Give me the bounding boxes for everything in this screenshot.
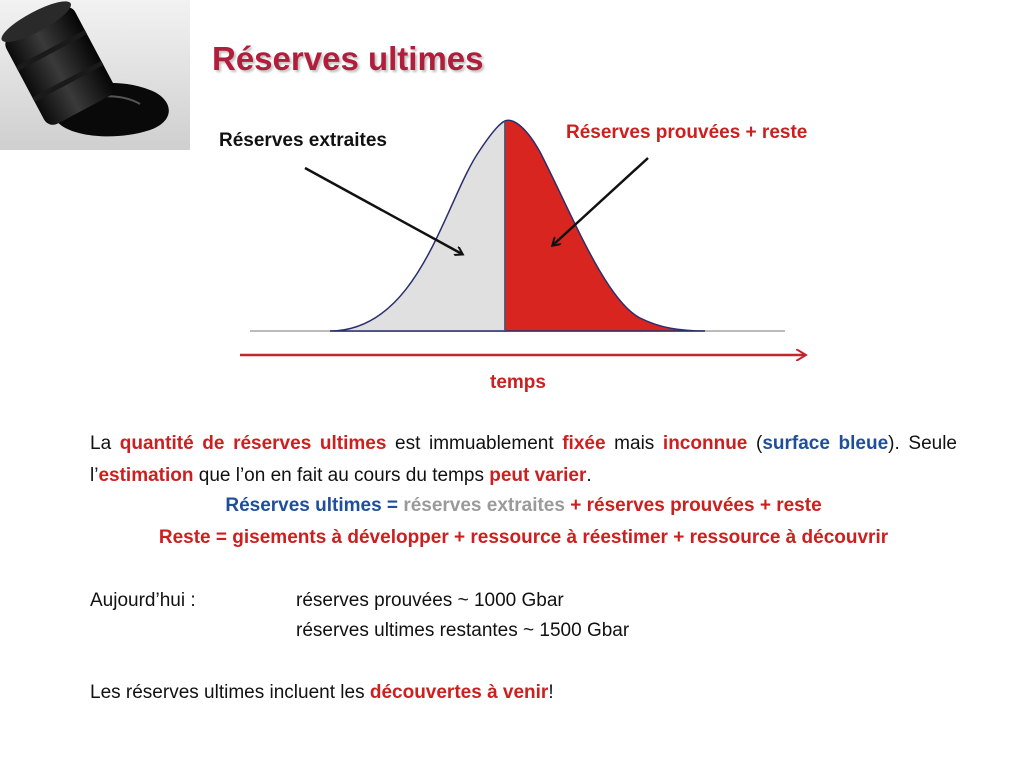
today-remaining-ultimate: réserves ultimes restantes ~ 1500 Gbar [296, 620, 630, 641]
eq1-extracted: réserves extraites [403, 495, 565, 516]
eq1-ultimate: Réserves ultimes = [225, 495, 404, 516]
extracted-area [330, 121, 505, 331]
para-text-5: mais [605, 433, 663, 454]
para-text-1: La [90, 433, 120, 454]
para-ultimate-quantity: quantité de réserves ultimes [119, 433, 387, 454]
final-text-a: Les réserves ultimes incluent les [90, 682, 370, 703]
label-extracted-reserves: Réserves extraites [219, 130, 387, 151]
para-unknown: inconnue [662, 433, 748, 454]
para-text-13: . [586, 465, 592, 486]
final-future-discoveries: découvertes à venir [369, 682, 549, 703]
today-label: Aujourd’hui : [90, 590, 196, 611]
para-can-vary: peut varier [489, 465, 587, 486]
equation-remaining: Reste = gisements à développer + ressource à réestimer + ressource à découvrir [158, 527, 889, 548]
para-fixed: fixée [562, 433, 606, 454]
arrow-proven [553, 158, 648, 245]
para-estimation: estimation [98, 465, 194, 486]
final-text-c: ! [548, 682, 554, 703]
time-axis-label: temps [490, 372, 546, 393]
equation-ultimate-reserves [90, 490, 957, 522]
para-text-7: ( [747, 433, 763, 454]
page-title: Réserves ultimes [212, 40, 484, 77]
label-proven-reserves: Réserves prouvées + reste [566, 122, 808, 143]
arrow-extracted [305, 168, 462, 254]
final-statement [90, 677, 554, 709]
today-proven-reserves: réserves prouvées ~ 1000 Gbar [296, 590, 564, 611]
para-text-3: est immuablement [386, 433, 563, 454]
proven-area [505, 120, 705, 331]
explanation-paragraph [90, 428, 957, 492]
para-text-11: que l’on en fait au cours du temps [193, 465, 490, 486]
para-blue-surface: surface bleue [762, 433, 889, 454]
para-text-9: ). Seule l’ [90, 433, 957, 486]
eq1-proven: + réserves prouvées + reste [564, 495, 822, 516]
